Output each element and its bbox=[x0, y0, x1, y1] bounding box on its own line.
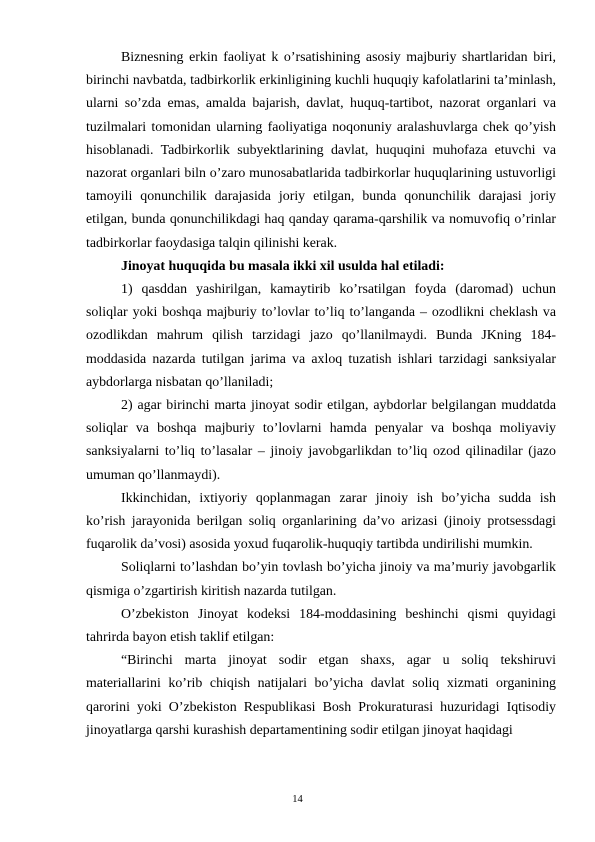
section-heading-criminal-law: Jinoyat huquqida bu masala ikki xil usulda hal etiladi: bbox=[121, 258, 445, 274]
paragraph-business-freedom: Biznesning erkin faoliyat k o’rsatishining asosiy majburiy shartlaridan biri, birinchi navbatda, tadbirkorlik erkinligining kuchli huquqiy kafolatlarini ta’minlash, ularni so’zda emas, amalda bajarish, davlat, huquq-tartibot, nazorat organlari va tuzilmalari tomonidan ularning faoliyatiga noqonuniy aralashuvlarga chek qo’yish hisoblanadi. Tadbirkorlik subyektlarining davlat, huquqini muhofaza etuvchi va nazorat organlari biln o’zaro munosabatlarida tadbirkorlar huquqlarining ustuvorligi tamoyili qonunchilik darajasida joriy etilgan, bunda qonunchilik darajasi joriy etilgan, bunda qonunchilikdagi haq qanday qarama-qarshilik va nomuvofiq o’rinlar tadbirkorlar faoydasiga talqin qilinishi kerak. bbox=[86, 50, 556, 251]
paragraph-quote-first-offense: “Birinchi marta jinoyat sodir etgan shaxs, agar u soliq tekshiruvi materiallarini ko’rib chiqish natijalari bo’yicha davlat soliq xizmati organining qarorini yoki O’zbekiston Respublikasi Bosh Prokuraturasi huzuridagi Iqtisodiy jinoyatlarga qarshi kurashish departamentining sodir etilgan jinoyat haqidagi bbox=[86, 653, 556, 738]
list-item-2: 2) agar birinchi marta jinoyat sodir etilgan, aybdorlar belgilangan muddatda soliqlar va boshqa majburiy to’lovlarni hamda penyalar va boshqa moliyaviy sanksiyalarni to’liq to’lasalar – jinoiy javobgarlikdan to’liq ozod qilinadilar (jazo umuman qo’llanmaydi). bbox=[86, 398, 556, 483]
paragraph-tax-evasion: Soliqlarni to’lashdan bo’yin tovlash bo’yicha jinoiy va ma’muriy javobgarlik qismiga o’zgartirish kiritish nazarda tutilgan. bbox=[86, 560, 556, 599]
list-item-1: 1) qasddan yashirilgan, kamaytirib ko’rsatilgan foyda (daromad) uchun soliqlar yoki boshqa majburiy to’lovlar to’liq to’langanda – ozodlikni cheklash va ozodlikdan mahrum qilish tarzidagi jazo qo’llanilmaydi. Bunda JKning 184-moddasida nazarda tutilgan jarima va axloq tuzatish ishlari tarzidagi sanksiyalar aybdorlarga nisbatan qo’llaniladi; bbox=[86, 282, 556, 390]
page-number: 14 bbox=[292, 794, 303, 805]
document-body bbox=[86, 46, 556, 742]
paragraph-secondly: Ikkinchidan, ixtiyoriy qoplanmagan zarar jinoiy ish bo’yicha sudda ish ko’rish jarayonida berilgan soliq organlarining da’vo arizasi (jinoiy protsessdagi fuqarolik da’vosi) asosida yoxud fuqarolik-huquqiy tartibda undirilishi mumkin. bbox=[86, 490, 556, 553]
paragraph-criminal-code-184: O’zbekiston Jinoyat kodeksi 184-moddasining beshinchi qismi quyidagi tahrirda bayon etish taklif etilgan: bbox=[86, 606, 556, 646]
